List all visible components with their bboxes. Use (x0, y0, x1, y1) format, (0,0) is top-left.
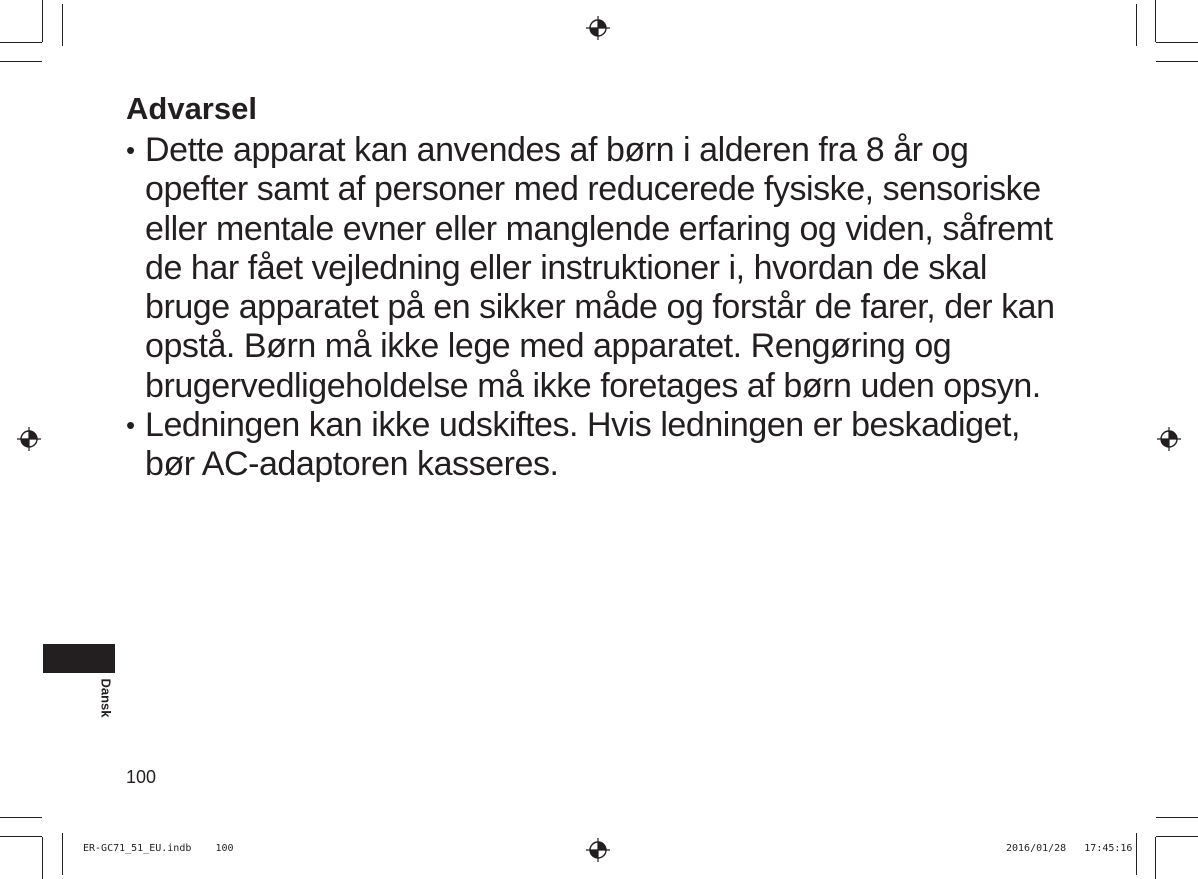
warning-text-line: Dette apparat kan anvendes af børn i alderen fra 8 år og (145, 131, 969, 169)
crop-mark (62, 833, 63, 875)
registration-mark-icon (586, 838, 610, 862)
warning-text-line: de har fået vejledning eller instruktioner i, hvordan de skal (145, 248, 987, 287)
crop-mark (1136, 833, 1137, 875)
bullet-icon: • (126, 410, 135, 441)
crop-mark (0, 61, 42, 62)
slug-date: 2016/01/28 (1006, 843, 1067, 854)
crop-mark (1136, 4, 1137, 46)
crop-mark (1156, 836, 1198, 837)
slug-page: 100 (215, 843, 234, 854)
warning-text-line: opstå. Børn må ikke lege med apparatet. Rengøring og (145, 327, 952, 366)
warning-text-line: eller mentale evner eller manglende erfaring og viden, såfremt (145, 209, 1053, 248)
crop-mark (0, 817, 42, 818)
language-tab (43, 644, 115, 673)
warning-text-line: Ledningen kan ikke udskiftes. Hvis ledningen er beskadiget, (145, 406, 1021, 445)
warning-list (126, 131, 1086, 485)
warning-text-line: bruge apparatet på en sikker måde og forstår de farer, der kan (145, 288, 1055, 327)
crop-mark (0, 836, 42, 837)
crop-mark (42, 0, 43, 42)
crop-mark (1156, 61, 1198, 62)
page-number: 100 (126, 767, 157, 787)
registration-mark-icon (1157, 427, 1181, 451)
warning-text-line: opefter samt af personer med reducerede fysiske, sensoriske (145, 170, 1041, 209)
warning-item (126, 131, 1086, 406)
crop-mark (1155, 837, 1156, 879)
warning-text-line: bør AC-adaptoren kasseres. (145, 445, 559, 484)
bullet-icon: • (126, 135, 135, 165)
slug-filename (83, 843, 234, 854)
crop-mark (42, 837, 43, 879)
language-label: Dansk (98, 678, 114, 718)
warning-text-line: brugervedligeholdelse må ikke foretages af børn uden opsyn. (145, 366, 1041, 405)
registration-mark-icon (17, 427, 41, 451)
crop-mark (62, 4, 63, 46)
crop-mark (1155, 0, 1156, 42)
crop-mark (1156, 42, 1198, 43)
slug-timestamp (1006, 843, 1132, 854)
registration-mark-icon (586, 16, 610, 40)
crop-mark (1156, 817, 1198, 818)
section-heading: Advarsel (126, 91, 257, 126)
warning-item (126, 406, 1086, 485)
crop-mark (0, 42, 42, 43)
slug-time: 17:45:16 (1084, 843, 1133, 854)
slug-file: ER-GC71_51_EU.indb (83, 843, 192, 854)
